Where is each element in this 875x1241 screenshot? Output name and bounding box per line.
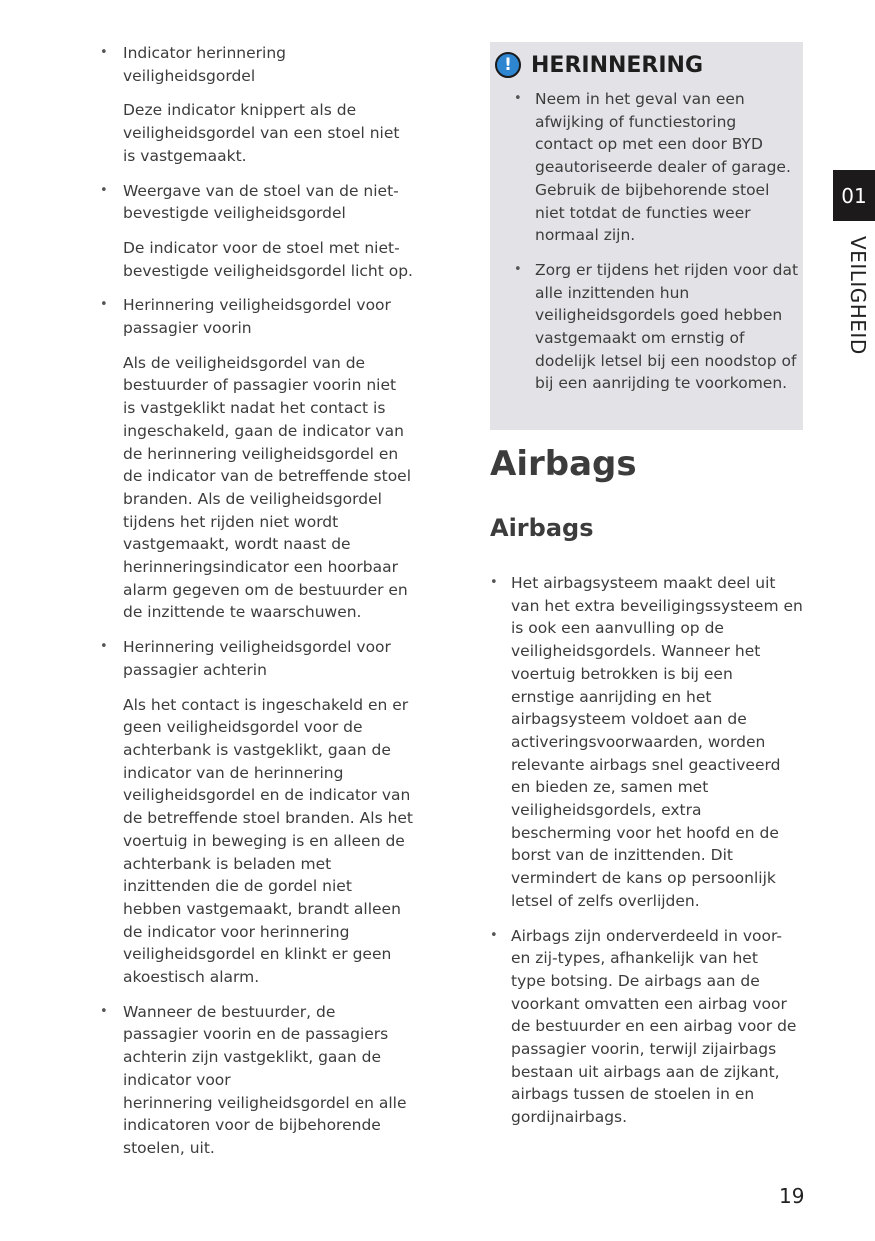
item-title: Wanneer de bestuurder, de passagier voorin en de passagiers achterin zijn vastgeklikt, gaan de indicator voor herinnering veiligheidsgordel en alle indicatoren voor de bijbehorende stoelen, uit.	[123, 1002, 407, 1157]
bullet: •	[100, 297, 108, 313]
left-column	[100, 42, 430, 1172]
reminder-notice	[490, 42, 803, 430]
list-item	[490, 572, 810, 913]
bullet: •	[100, 182, 108, 198]
bullet: •	[514, 91, 522, 106]
list-item	[100, 1001, 430, 1160]
notice-header	[495, 52, 803, 78]
page-number: 19	[779, 1184, 805, 1208]
item-body: Als de veiligheidsgordel van de bestuurder of passagier voorin niet is vastgeklikt nadat het contact is ingeschakeld, gaan de indicator van de herinnering veiligheidsgordel en de indicator van de betreffende stoel branden. Als de veiligheidsgordel tijdens het rijden niet wordt vastgemaakt, wordt naast de herinneringsindicator een hoorbaar alarm gegeven om de bestuurder en de inzittende te waarschuwen.	[123, 353, 412, 622]
exclamation-circle-icon: !	[495, 52, 521, 78]
item-title: Herinnering veiligheidsgordel voor passagier achterin	[123, 638, 391, 679]
item-title: Herinnering veiligheidsgordel voor passagier voorin	[123, 296, 391, 338]
chapter-title: VEILIGHEID	[846, 236, 870, 355]
notice-text: Zorg er tijdens het rijden voor dat alle inzittenden hun veiligheidsgordels goed hebben vastgemaakt om ernstig of dodelijk letsel bij een noodstop of bij een aanrijding te voorkomen.	[535, 260, 799, 393]
bullet: •	[100, 639, 108, 655]
item-title: Indicator herinnering veiligheidsgordel	[123, 44, 286, 85]
subsection-heading: Airbags	[490, 514, 594, 542]
notice-text: Neem in het geval van een afwijking of functiestoring contact op met een door BYD geautoriseerde dealer of garage. Gebruik de bijbehorende stoel niet totdat de functies weer normaal zijn.	[535, 90, 791, 245]
bullet: •	[100, 1003, 108, 1019]
item-title: Weergave van de stoel van de niet- bevestigde veiligheidsgordel	[123, 181, 399, 223]
list-item	[100, 180, 430, 225]
bullet: •	[490, 575, 498, 590]
bullet: •	[490, 927, 498, 943]
bullet: •	[514, 261, 522, 277]
section-heading: Airbags	[490, 444, 637, 484]
bullet: •	[100, 45, 108, 60]
right-column	[490, 572, 810, 1141]
item-text: Airbags zijn onderverdeeld in voor- en zij-types, afhankelijk van het type botsing. De airbags aan de voorkant omvatten een airbag voor de bestuurder en een airbag voor de passagier voorin, terwijl zijairbags bestaan uit airbags aan de zijkant, airbags tussen de stoelen in en gordijnairbags.	[511, 926, 797, 1127]
list-item	[514, 88, 799, 247]
item-text: Het airbagsysteem maakt deel uit van het extra beveiligingssysteem en is ook een aanvulling op de veiligheidsgordels. Wanneer het voertuig betrokken is bij een ernstige aanrijding en het airbagsysteem voldoet aan de activeringsvoorwaarden, worden relevante airbags snel geactiveerd en bieden ze, samen met veiligheidsgordels, extra bescherming voor het hoofd en de borst van de inzittenden. Dit vermindert de kans op persoonlijk letsel of zelfs overlijden.	[511, 574, 803, 910]
list-item	[100, 294, 430, 339]
notice-list	[514, 88, 799, 395]
item-body: Als het contact is ingeschakeld en er geen veiligheidsgordel voor de achterbank is vastgeklikt, gaan de indicator van de herinnering veiligheidsgordel en de indicator van de betreffende stoel branden. Als het voertuig in beweging is en alleen de achterbank is beladen met inzittenden die de gordel niet hebben vastgemaakt, brandt alleen de indicator voor herinnering veiligheidsgordel en klinkt er geen akoestisch alarm.	[123, 695, 414, 987]
list-item	[514, 259, 799, 395]
item-body: De indicator voor de stoel met niet- bevestigde veiligheidsgordel licht op.	[123, 238, 413, 280]
list-item	[100, 636, 430, 681]
notice-title: HERINNERING	[531, 52, 704, 78]
list-item	[490, 925, 810, 1129]
item-body: Deze indicator knippert als de veiligheidsgordel van een stoel niet is vastgemaakt.	[123, 101, 400, 165]
list-item	[100, 42, 430, 87]
chapter-number-tab: 01	[833, 170, 875, 221]
